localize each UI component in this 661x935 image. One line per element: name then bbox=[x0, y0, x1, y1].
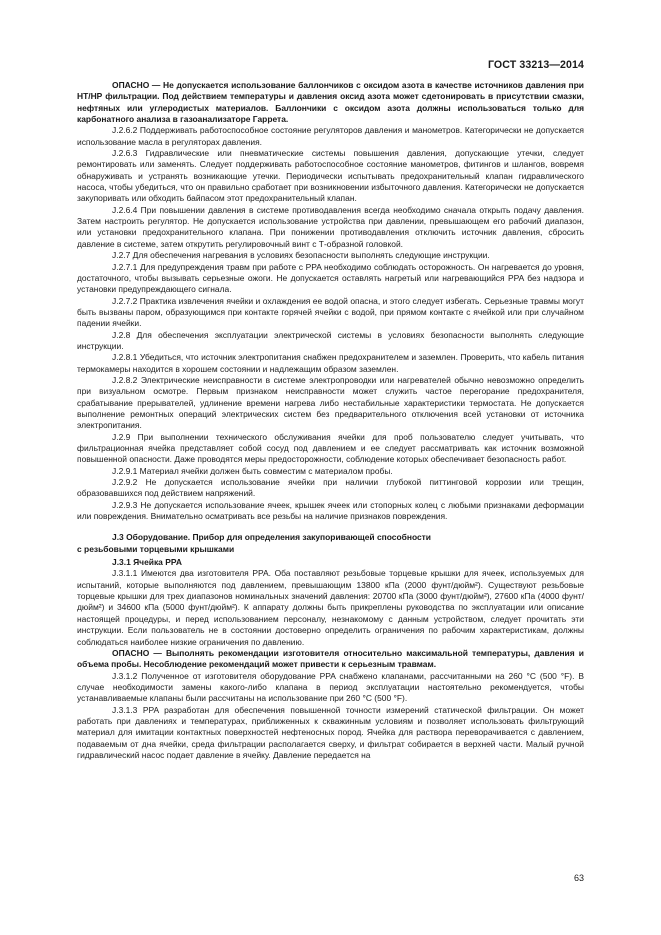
paragraph: J.2.6.3 Гидравлические или пневматические системы повышения давления, допускающие утечки, следует ремонтировать или заменять. Следует поддерживать работоспособное состояние манометров, фитингов и шлангов, вовремя обнаруживать и устранять возникающие утечки. Периодически испытывать предохранительный клапан гидравлического насоса, чтобы убедиться, что он правильно сработает при возникновении избыточного давления. Категорически не допускается закупоривать или обходить байпасом этот предохранительный клапан. bbox=[77, 148, 584, 204]
paragraph: J.2.6.2 Поддерживать работоспособное состояние регуляторов давления и манометров. Категорически не допускается использование масла в регуляторах давления. bbox=[77, 125, 584, 147]
paragraph: J.2.9.3 Не допускается использование ячеек, крышек ячеек или стопорных колец с любыми признаками деформации или повреждения. Внимательно осматривать все резьбы на наличие признаков повреждения. bbox=[77, 499, 584, 522]
paragraph: J.2.8.1 Убедиться, что источник электропитания снабжен предохранителем и заземлен. Проверить, что кабель питания термокамеры находится в хорошем состоянии и надлежащим образом заземлен. bbox=[77, 352, 584, 374]
paragraph: J.2.7.2 Практика извлечения ячейки и охлаждения ее водой опасна, и этого следует избегать. Серьезные травмы могут быть вызваны паром, образующимся при контакте горячей ячейки с водой, при прямом контакте с ячейкой или при случайном падении ячейки. bbox=[77, 295, 584, 329]
paragraph: J.3.1.2 Полученное от изготовителя оборудование PPA снабжено клапанами, рассчитанными на 260 °С (500 °F). В случае необходимости замены какого-либо клапана в период эксплуатации настоятельно рекомендуется, чтобы устанавливаемые клапаны были рассчитаны на использование при 260 °С (500 °F). bbox=[77, 670, 584, 704]
paragraph: J.2.7 Для обеспечения нагревания в условиях безопасности выполнять следующие инструкции. bbox=[112, 250, 490, 261]
page-number: 63 bbox=[573, 873, 584, 883]
paragraph: J.3.1.3 PPA разработан для обеспечения повышенной точности измерений статической фильтрации. Он может работать при давлениях и температурах, приближенных к скважинным условиям и позволяет использовать фильтрующий материал для имитации контактных поверхностей нефтеносных пород. Ячейка для раствора переворачивается с давлением, подаваемым от дна ячейки, среда фильтрации располагается сверху, и фильтрат собирается в верхней части. Малый ручной гидравлический насос подает давление в ячейку. Давление передается на bbox=[77, 704, 584, 760]
section-heading: J.3.1 Ячейка PPA bbox=[112, 557, 182, 568]
section-heading: с резьбовыми торцевыми крышками bbox=[77, 543, 235, 554]
warning-paragraph: ОПАСНО — Не допускается использование баллончиков с оксидом азота в качестве источников давления при НТ/НР фильтрации. Под действием температуры и давления оксид азота может сдетонировать в присутствии смазки, нефтяных или углеродистых материалов. Баллончики с оксидом азота должны использоваться только для карбонатного анализа в газоанализаторе Гаррета. bbox=[77, 80, 584, 125]
document-body bbox=[77, 80, 584, 761]
paragraph: J.2.6.4 При повышении давления в системе противодавления всегда необходимо сначала открыть подачу давления. Затем настроить регулятор. Не допускается использование устройства при давлении, превышающем его рабочий диапазон, или установки предохранительного клапана. При понижении противодавления отключить источник давления, сбросить давление в системе, затем открутить регулировочный винт с Т-образной головкой. bbox=[77, 204, 584, 249]
standard-number: ГОСТ 33213—2014 bbox=[487, 59, 584, 71]
section-heading: J.3 Оборудование. Прибор для определения закупоривающей способности bbox=[112, 532, 431, 543]
paragraph: J.2.9.1 Материал ячейки должен быть совместим с материалом пробы. bbox=[112, 465, 393, 476]
paragraph: J.2.9 При выполнении технического обслуживания ячейки для проб пользователю следует учитывать, что фильтрационная ячейка представляет собой сосуд под давлением и ее следует рассматривать как источник возможной повышенной опасности. Даже проводятся меры предосторожности, соблюдение которых обеспечивает безопасность работ. bbox=[77, 431, 584, 465]
paragraph: J.2.8.2 Электрические неисправности в системе электропроводки или нагревателей обычно невозможно определить при визуальном осмотре. Первым признаком неисправности может служить частое перегорание предохранителя, срабатывание прерывателей, удлинение времени нагрева либо нестабильные характеристики термостата. Не допускается выполнение ремонтных операций электрических систем без предварительного отключения всей установки от источника электропитания. bbox=[77, 374, 584, 431]
paragraph: J.3.1.1 Имеются два изготовителя PPA. Оба поставляют резьбовые торцевые крышки для ячеек, используемых для испытаний, которые выполняются под давлением, превышающим 13800 кПа (2000 фунт/дюйм²). Существуют резьбовые торцевые крышки для трех диапазонов номинальных значений давления: 20700 кПа (3000 фунт/дюйм²), 27600 кПа (4000 фунт/дюйм²) и 34600 кПа (5000 фунт/дюйм²). К аппарату должны быть прикреплены руководства по эксплуатации или описание настоящей процедуры, и перед использованием персоналу, незнакомому с данным устройством, следует прочитать эти инструкции. Если пользователь не в состоянии достоверно определить ограничения по рабочим характеристикам, должны соблюдаться наиболее низкие ограничения по давлению. bbox=[77, 568, 584, 647]
paragraph: J.2.9.2 Не допускается использование ячейки при наличии глубокой питтинговой коррозии или трещин, образовавшихся под действием напряжений. bbox=[77, 477, 584, 499]
paragraph: J.2.8 Для обеспечения эксплуатации электрической системы в условиях безопасности выполнять следующие инструкции. bbox=[77, 329, 584, 351]
paragraph: J.2.7.1 Для предупреждения травм при работе с PPA необходимо соблюдать осторожность. Он нагревается до уровня, достаточного, чтобы вызывать серьезные ожоги. Не допускается оставлять нагретый или нагревающийся PPA без надзора и установки предупреждающего сигнала. bbox=[77, 261, 584, 295]
warning-paragraph: ОПАСНО — Выполнять рекомендации изготовителя относительно максимальной температуры, давления и объема пробы. Несоблюдение рекомендаций может привести к серьезным травмам. bbox=[77, 647, 584, 670]
